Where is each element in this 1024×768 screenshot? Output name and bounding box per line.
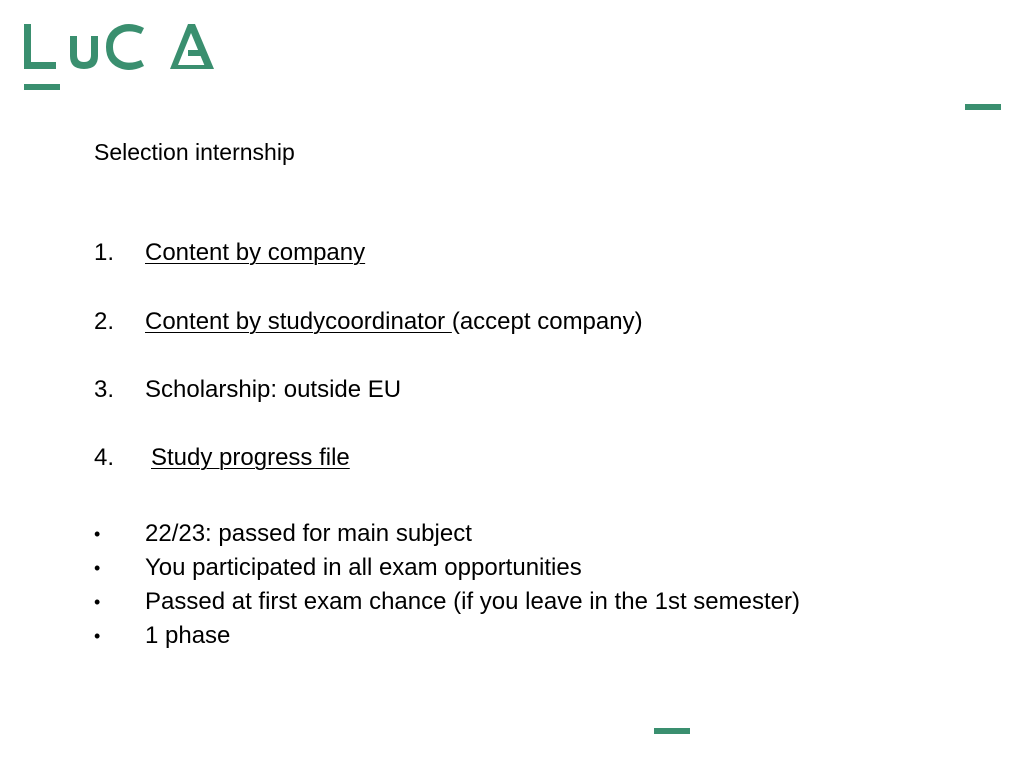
item-suffix: (accept company): [451, 308, 643, 335]
bullet-text: 22/23: passed for main subject: [145, 520, 472, 547]
item-number: 2.: [94, 308, 115, 335]
item-text: [145, 238, 365, 268]
bullet-text: You participated in all exam opportunities: [145, 554, 582, 581]
luca-logo: [22, 20, 226, 94]
study-progress-file-link[interactable]: Study progress file: [151, 444, 350, 471]
bullet-marker: •: [94, 592, 101, 612]
bullet-marker: •: [94, 558, 101, 578]
logo-graphic: [22, 20, 226, 94]
slide-title: Selection internship: [94, 139, 295, 165]
item-number: 1.: [94, 239, 115, 266]
item-text: [151, 443, 350, 473]
item-text: [145, 307, 643, 337]
item-text: Scholarship: outside EU: [145, 376, 402, 403]
bullet-text: 1 phase: [145, 622, 231, 649]
item-number: 4.: [94, 444, 115, 471]
accent-bar-bottom: [654, 728, 690, 734]
item-number: 3.: [94, 376, 115, 403]
content-by-company-link[interactable]: Content by company: [145, 239, 366, 266]
bullet-marker: •: [94, 626, 101, 646]
bullet-marker: •: [94, 524, 101, 544]
bullet-text: Passed at first exam chance (if you leave in the 1st semester): [145, 588, 800, 615]
accent-bar-top: [965, 104, 1001, 110]
content-by-studycoordinator-link[interactable]: Content by studycoordinator: [145, 308, 452, 335]
